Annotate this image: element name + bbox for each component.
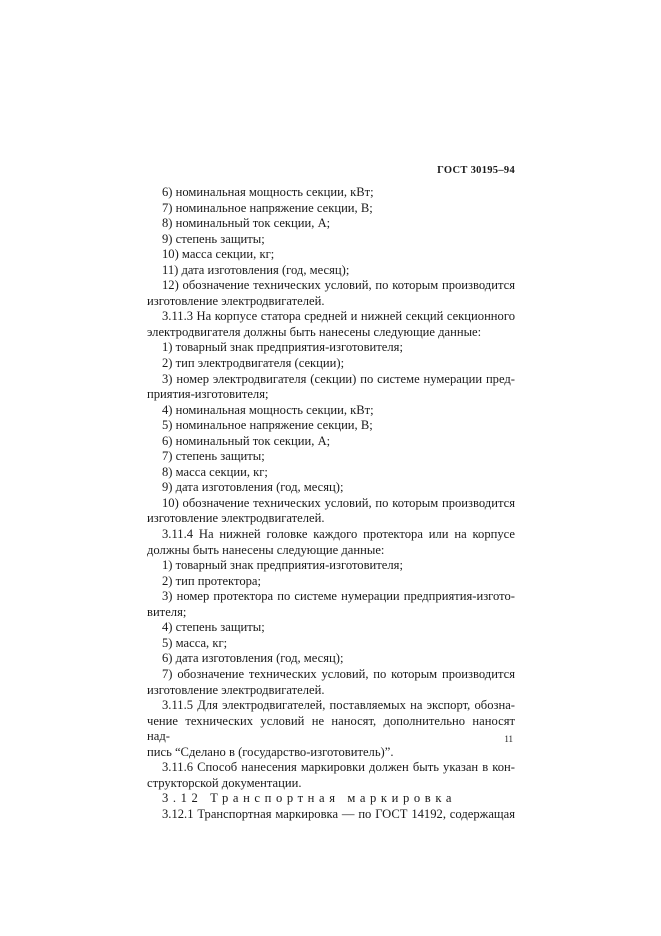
text-line: изготовление электродвигателей. <box>147 511 325 526</box>
text-line: изготовление электродвигателей. <box>147 682 325 697</box>
text-line: 1) товарный знак предприятия-изготовителя; <box>162 558 403 573</box>
text-line: 7) степень защиты; <box>162 449 265 464</box>
text-line: 3.12 Транспортная маркировка <box>162 791 457 806</box>
text-line: 3) номер электродвигателя (секции) по системе нумерации пред- <box>162 371 515 386</box>
text-line: 3.12.1 Транспортная маркировка — по ГОСТ 14192, содержащая <box>162 806 515 821</box>
text-line: 12) обозначение технических условий, по которым производится <box>162 278 515 293</box>
text-line: пись “Сделано в (государство-изготовитель)”. <box>147 744 394 759</box>
text-line: 7) обозначение технических условий, по которым производится <box>162 666 515 681</box>
text-line: 9) дата изготовления (год, месяц); <box>162 480 344 495</box>
text-line: 4) степень защиты; <box>162 620 265 635</box>
text-line: электродвигателя должны быть нанесены следующие данные: <box>147 324 482 339</box>
text-line: должны быть нанесены следующие данные: <box>147 542 385 557</box>
text-line: 3.11.4 На нижней головке каждого протектора или на корпусе <box>162 527 515 542</box>
text-line: 11) дата изготовления (год, месяц); <box>162 262 350 277</box>
text-line: 5) номинальное напряжение секции, В; <box>162 418 373 433</box>
text-line: 9) степень защиты; <box>162 231 265 246</box>
text-line: вителя; <box>147 604 187 619</box>
body-text <box>147 185 515 822</box>
text-line: чение технических условий не наносят, дополнительно наносят над- <box>147 713 515 744</box>
text-line: 8) номинальный ток секции, А; <box>162 216 331 231</box>
text-line: 5) масса, кг; <box>162 635 228 650</box>
text-line: 2) тип протектора; <box>162 573 262 588</box>
text-line: 6) номинальный ток секции, А; <box>162 433 331 448</box>
text-line: 6) дата изготовления (год, месяц); <box>162 651 344 666</box>
text-line: 10) масса секции, кг; <box>162 247 275 262</box>
text-line: 2) тип электродвигателя (секции); <box>162 356 345 371</box>
page-number: 11 <box>504 734 513 744</box>
text-line: 8) масса секции, кг; <box>162 464 268 479</box>
text-line: 10) обозначение технических условий, по которым производится <box>162 495 515 510</box>
text-line: 6) номинальная мощность секции, кВт; <box>162 185 374 199</box>
text-line: 3.11.3 На корпусе статора средней и нижней секций секционного <box>162 309 515 324</box>
text-line: 7) номинальное напряжение секции, В; <box>162 200 373 215</box>
text-line: 4) номинальная мощность секции, кВт; <box>162 402 374 417</box>
text-line: 1) товарный знак предприятия-изготовителя; <box>162 340 403 355</box>
text-line: 3.11.5 Для электродвигателей, поставляемых на экспорт, обозна- <box>162 698 515 713</box>
document-code-header: ГОСТ 30195–94 <box>437 165 515 176</box>
text-line: 3) номер протектора по системе нумерации предприятия-изгото- <box>162 589 515 604</box>
text-line: 3.11.6 Способ нанесения маркировки должен быть указан в кон- <box>162 760 515 775</box>
text-line: изготовление электродвигателей. <box>147 293 325 308</box>
text-line: приятия-изготовителя; <box>147 387 269 402</box>
text-line: структорской документации. <box>147 775 302 790</box>
